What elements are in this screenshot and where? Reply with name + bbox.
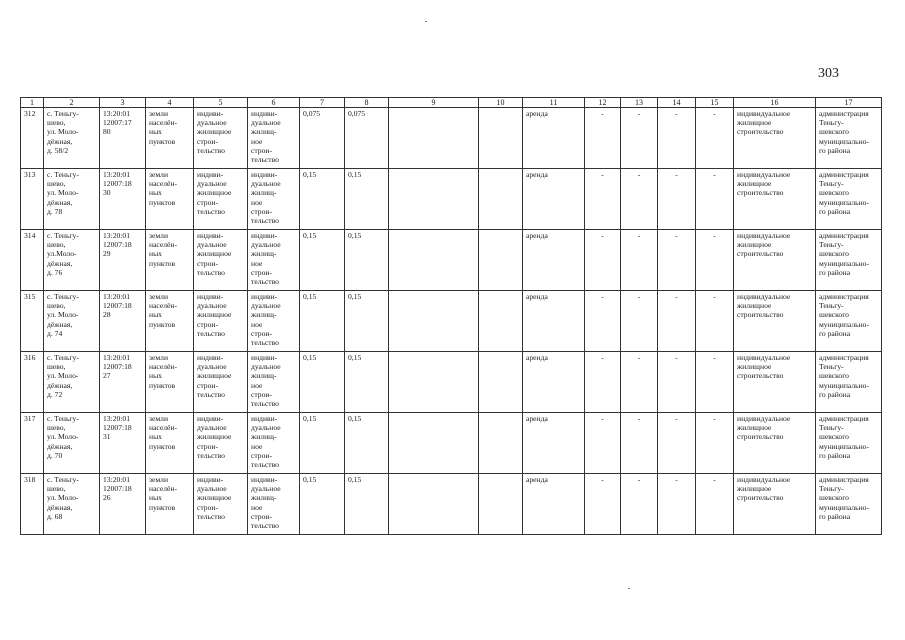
cell-col-15: - [696, 169, 734, 230]
cell-col-14: - [658, 413, 696, 474]
cell-col-12: - [585, 413, 621, 474]
cell-address: с. Теньгу- шево, ул. Моло- дёжная, д. 58/2 [44, 108, 100, 169]
table-row [21, 352, 882, 413]
cell-col-13: - [621, 230, 658, 291]
cell-designated-use: индивидуальное жилищное строительство [734, 169, 816, 230]
cell-land-category: земли населён- ных пунктов [146, 108, 194, 169]
cell-col-15: - [696, 474, 734, 535]
cell-permitted-use: индиви- дуальное жилищное строи- тельство [194, 352, 248, 413]
cell-col-13: - [621, 169, 658, 230]
cell-encumbrance-type: аренда [523, 108, 585, 169]
cell-encumbrance-type: аренда [523, 413, 585, 474]
column-header: 13 [621, 98, 658, 108]
cell-actual-use: индиви- дуальное жилищ- ное строи- тельство [248, 352, 300, 413]
cell-land-category: земли населён- ных пунктов [146, 169, 194, 230]
cell-area-total: 0,15 [300, 413, 345, 474]
column-header: 5 [194, 98, 248, 108]
column-header: 6 [248, 98, 300, 108]
cell-row-number: 316 [21, 352, 44, 413]
cell-area-leased: 0,15 [345, 291, 389, 352]
cell-cadastral-number: 13:20:01 12007:18 28 [100, 291, 146, 352]
cell-land-category: земли населён- ных пунктов [146, 413, 194, 474]
cell-actual-use: индиви- дуальное жилищ- ное строи- тельство [248, 230, 300, 291]
cell-col-14: - [658, 108, 696, 169]
cell-address: с. Теньгу- шево, ул. Моло- дёжная, д. 68 [44, 474, 100, 535]
cell-col-9 [389, 108, 479, 169]
cell-owner-organization: администрация Теньгу- шевского муниципально- го района [816, 169, 882, 230]
cell-actual-use: индиви- дуальное жилищ- ное строи- тельство [248, 474, 300, 535]
cell-owner-organization: администрация Теньгу- шевского муниципально- го района [816, 230, 882, 291]
cell-permitted-use: индиви- дуальное жилищное строи- тельство [194, 474, 248, 535]
column-header: 8 [345, 98, 389, 108]
cell-col-15: - [696, 230, 734, 291]
cell-owner-organization: администрация Теньгу- шевского муниципально- го района [816, 474, 882, 535]
cell-encumbrance-type: аренда [523, 230, 585, 291]
cell-area-total: 0,15 [300, 291, 345, 352]
cell-cadastral-number: 13:20:01 12007:18 29 [100, 230, 146, 291]
cell-area-leased: 0,075 [345, 108, 389, 169]
cell-col-12: - [585, 169, 621, 230]
column-header: 2 [44, 98, 100, 108]
column-header: 1 [21, 98, 44, 108]
cell-col-15: - [696, 413, 734, 474]
cell-address: с. Теньгу- шево, ул. Моло- дёжная, д. 70 [44, 413, 100, 474]
cell-col-14: - [658, 291, 696, 352]
column-header: 17 [816, 98, 882, 108]
cell-col-13: - [621, 291, 658, 352]
cell-designated-use: индивидуальное жилищное строительство [734, 413, 816, 474]
cell-land-category: земли населён- ных пунктов [146, 352, 194, 413]
table-body [21, 98, 882, 535]
cell-col-10 [479, 230, 523, 291]
cell-row-number: 314 [21, 230, 44, 291]
cell-area-total: 0,15 [300, 230, 345, 291]
cell-row-number: 313 [21, 169, 44, 230]
cell-permitted-use: индиви- дуальное жилищное строи- тельство [194, 108, 248, 169]
cell-col-10 [479, 413, 523, 474]
cell-permitted-use: индиви- дуальное жилищное строи- тельство [194, 291, 248, 352]
cell-col-12: - [585, 291, 621, 352]
cell-col-12: - [585, 108, 621, 169]
cell-area-total: 0,15 [300, 474, 345, 535]
column-header: 16 [734, 98, 816, 108]
cell-land-category: земли населён- ных пунктов [146, 230, 194, 291]
cell-designated-use: индивидуальное жилищное строительство [734, 230, 816, 291]
column-header: 10 [479, 98, 523, 108]
cell-encumbrance-type: аренда [523, 474, 585, 535]
scan-speck [628, 588, 630, 589]
cell-designated-use: индивидуальное жилищное строительство [734, 352, 816, 413]
cell-col-12: - [585, 352, 621, 413]
table-row [21, 230, 882, 291]
cell-area-total: 0,15 [300, 169, 345, 230]
cell-permitted-use: индиви- дуальное жилищное строи- тельство [194, 169, 248, 230]
cell-col-10 [479, 352, 523, 413]
cell-col-13: - [621, 413, 658, 474]
table-header-row [21, 98, 882, 108]
cell-cadastral-number: 13:20:01 12007:18 27 [100, 352, 146, 413]
cell-area-leased: 0,15 [345, 230, 389, 291]
cell-owner-organization: администрация Теньгу- шевского муниципально- го района [816, 291, 882, 352]
cell-col-13: - [621, 108, 658, 169]
table-row [21, 108, 882, 169]
column-header: 15 [696, 98, 734, 108]
cell-area-leased: 0,15 [345, 169, 389, 230]
cell-actual-use: индиви- дуальное жилищ- ное строи- тельство [248, 108, 300, 169]
cell-row-number: 312 [21, 108, 44, 169]
cell-row-number: 318 [21, 474, 44, 535]
column-header: 3 [100, 98, 146, 108]
cell-col-15: - [696, 108, 734, 169]
cell-designated-use: индивидуальное жилищное строительство [734, 291, 816, 352]
cell-area-leased: 0,15 [345, 474, 389, 535]
cell-col-9 [389, 230, 479, 291]
cell-col-9 [389, 413, 479, 474]
cell-encumbrance-type: аренда [523, 169, 585, 230]
cell-col-9 [389, 169, 479, 230]
cell-actual-use: индиви- дуальное жилищ- ное строи- тельство [248, 413, 300, 474]
cell-address: с. Теньгу- шево, ул. Моло- дёжная, д. 72 [44, 352, 100, 413]
cell-area-total: 0,075 [300, 108, 345, 169]
cell-encumbrance-type: аренда [523, 291, 585, 352]
table-row [21, 474, 882, 535]
column-header: 9 [389, 98, 479, 108]
cell-address: с. Теньгу- шево, ул. Моло- дёжная, д. 74 [44, 291, 100, 352]
cell-cadastral-number: 13:20:01 12007:17 80 [100, 108, 146, 169]
cell-designated-use: индивидуальное жилищное строительство [734, 474, 816, 535]
column-header: 14 [658, 98, 696, 108]
column-header: 12 [585, 98, 621, 108]
cell-actual-use: индиви- дуальное жилищ- ное строи- тельство [248, 169, 300, 230]
cell-col-14: - [658, 169, 696, 230]
cell-area-leased: 0,15 [345, 413, 389, 474]
cell-col-10 [479, 474, 523, 535]
cell-cadastral-number: 13:20:01 12007:18 30 [100, 169, 146, 230]
cell-col-9 [389, 291, 479, 352]
cell-col-12: - [585, 230, 621, 291]
cell-cadastral-number: 13:20:01 12007:18 26 [100, 474, 146, 535]
cell-col-13: - [621, 474, 658, 535]
cell-area-total: 0,15 [300, 352, 345, 413]
cell-col-9 [389, 352, 479, 413]
cell-designated-use: индивидуальное жилищное строительство [734, 108, 816, 169]
table-row [21, 291, 882, 352]
cell-area-leased: 0,15 [345, 352, 389, 413]
cell-permitted-use: индиви- дуальное жилищное строи- тельство [194, 230, 248, 291]
cell-col-13: - [621, 352, 658, 413]
cell-owner-organization: администрация Теньгу- шевского муниципально- го района [816, 413, 882, 474]
cell-address: с. Теньгу- шево, ул. Моло- дёжная, д. 78 [44, 169, 100, 230]
cell-address: с. Теньгу- шево, ул.Моло- дёжная, д. 76 [44, 230, 100, 291]
land-registry-table [20, 97, 882, 535]
cell-col-14: - [658, 230, 696, 291]
cell-land-category: земли населён- ных пунктов [146, 291, 194, 352]
cell-col-12: - [585, 474, 621, 535]
cell-col-15: - [696, 291, 734, 352]
column-header: 11 [523, 98, 585, 108]
cell-col-10 [479, 108, 523, 169]
cell-col-14: - [658, 474, 696, 535]
cell-row-number: 315 [21, 291, 44, 352]
cell-permitted-use: индиви- дуальное жилищное строи- тельство [194, 413, 248, 474]
cell-cadastral-number: 13:20:01 12007:18 31 [100, 413, 146, 474]
page-number: 303 [818, 66, 839, 81]
cell-land-category: земли населён- ных пунктов [146, 474, 194, 535]
table-row [21, 169, 882, 230]
scan-speck [425, 21, 427, 22]
column-header: 4 [146, 98, 194, 108]
cell-row-number: 317 [21, 413, 44, 474]
cell-owner-organization: администрация Теньгу- шевского муниципально- го района [816, 108, 882, 169]
cell-col-10 [479, 169, 523, 230]
cell-col-9 [389, 474, 479, 535]
cell-col-10 [479, 291, 523, 352]
cell-actual-use: индиви- дуальное жилищ- ное строи- тельство [248, 291, 300, 352]
column-header: 7 [300, 98, 345, 108]
cell-encumbrance-type: аренда [523, 352, 585, 413]
cell-col-14: - [658, 352, 696, 413]
cell-col-15: - [696, 352, 734, 413]
table-row [21, 413, 882, 474]
cell-owner-organization: администрация Теньгу- шевского муниципально- го района [816, 352, 882, 413]
